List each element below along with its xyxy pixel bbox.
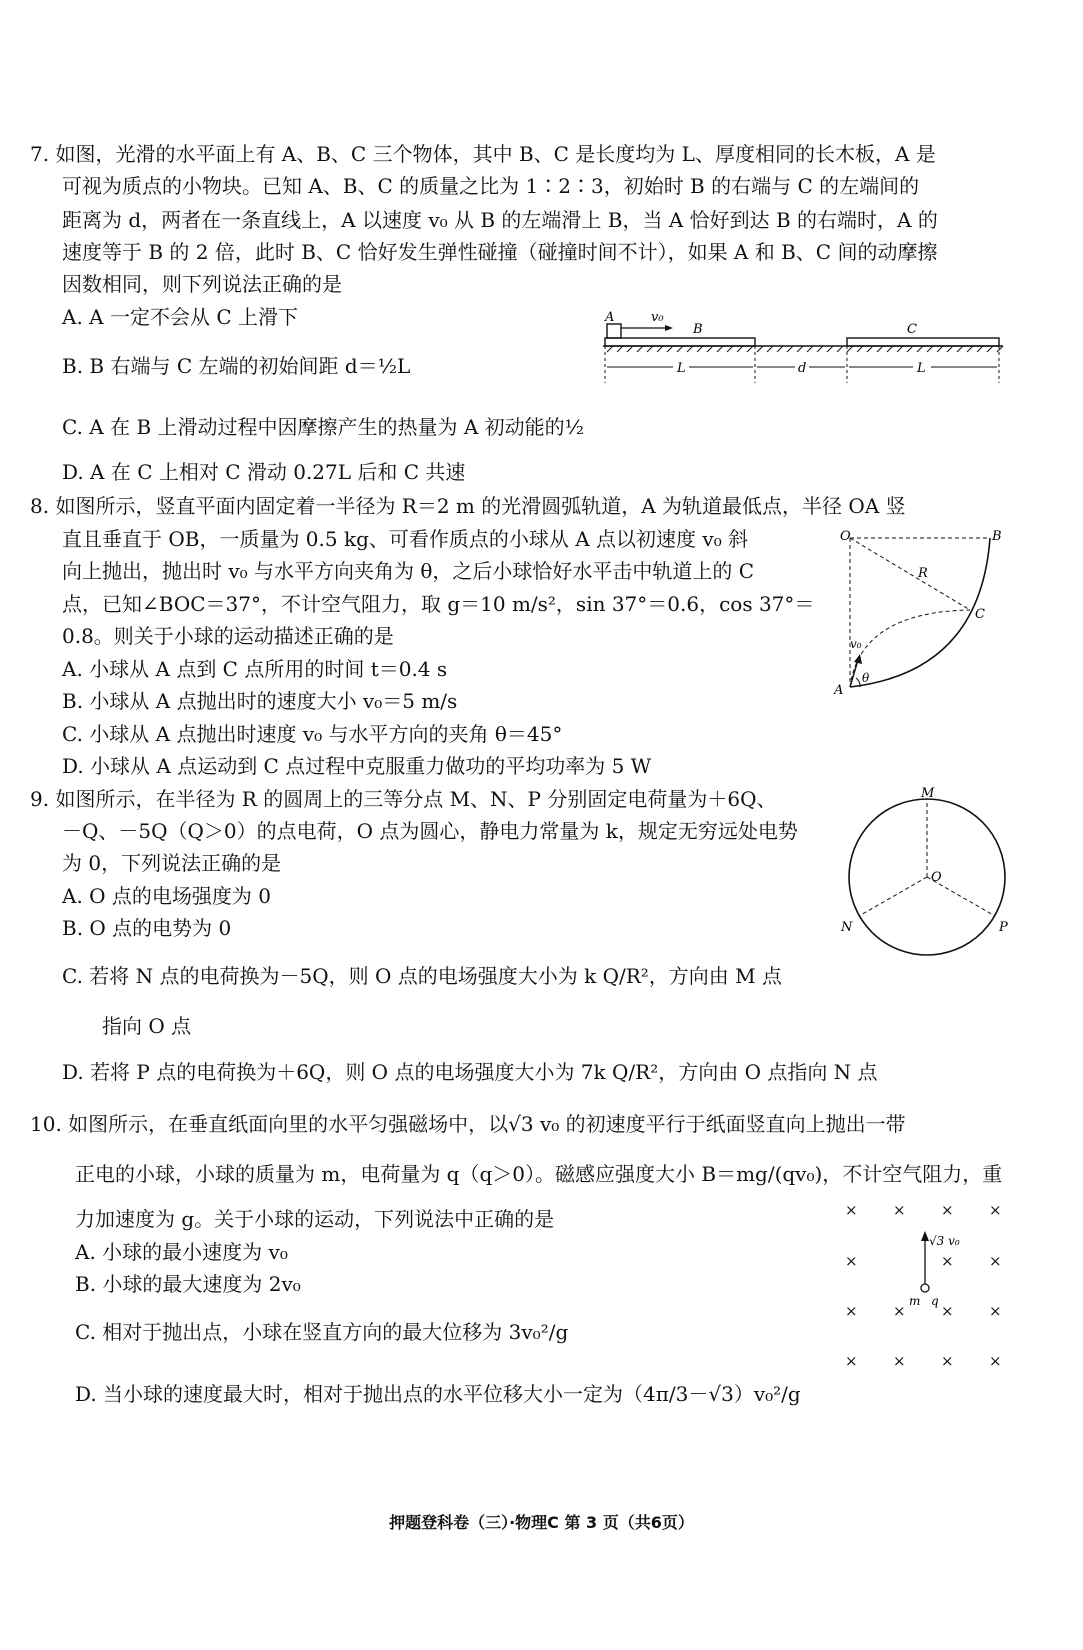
q9-option-c-cont: 指向 O 点 (102, 1014, 192, 1038)
q7-option-b: B. B 右端与 C 左端的初始间距 d＝½L (62, 354, 411, 378)
q7-label-a: A (605, 310, 615, 325)
field-cross-mark: × (989, 1352, 1002, 1370)
field-cross-mark: × (893, 1302, 906, 1320)
q10-label-q: q (931, 1294, 939, 1308)
field-cross-mark: × (845, 1252, 858, 1270)
q8-option-d: D. 小球从 A 点运动到 C 点过程中克服重力做功的平均功率为 5 W (62, 754, 652, 778)
q10-option-a: A. 小球的最小速度为 v₀ (75, 1240, 288, 1264)
field-cross-mark: × (989, 1252, 1002, 1270)
field-cross-mark: × (941, 1352, 954, 1370)
q7-label-l2: L (917, 361, 926, 376)
q7-option-c: C. A 在 B 上滑动过程中因摩擦产生的热量为 A 初动能的½ (62, 415, 585, 439)
q8-label-b: B (992, 529, 1002, 544)
q7-line-2: 可视为质点的小物块。已知 A、B、C 的质量之比为 1∶2∶3，初始时 B 的右端与 C 的左端间的 (62, 174, 920, 198)
q7-figure (595, 305, 1015, 385)
q8-line-2: 直且垂直于 OB，一质量为 0.5 kg、可看作质点的小球从 A 点以初速度 v₀ 斜 (62, 527, 749, 551)
q8-label-o: O (840, 529, 851, 544)
q7-label-d: d (798, 361, 807, 376)
q8-line-4: 点，已知∠BOC＝37°，不计空气阻力，取 g＝10 m/s²，sin 37°＝0.6，cos 37°＝ (62, 592, 815, 616)
q10-option-d: D. 当小球的速度最大时，相对于抛出点的水平位移大小一定为（4π/3－√3）v₀²/g (75, 1382, 801, 1406)
field-cross-mark: × (845, 1201, 858, 1219)
q8-line-5: 0.8。则关于小球的运动描述正确的是 (62, 624, 394, 648)
q9-label-m: M (921, 786, 935, 801)
q8-label-a: A (834, 683, 844, 697)
q8-option-b: B. 小球从 A 点抛出时的速度大小 v₀＝5 m/s (62, 689, 458, 713)
q9-option-c: C. 若将 N 点的电荷换为－5Q，则 O 点的电场强度大小为 k Q/R²，方向由 M 点 (62, 964, 782, 988)
q9-figure (835, 785, 1020, 965)
q8-label-v0: v₀ (850, 637, 862, 651)
q10-option-c: C. 相对于抛出点，小球在竖直方向的最大位移为 3v₀²/g (75, 1320, 569, 1344)
q9-line-1: 9. 如图所示，在半径为 R 的圆周上的三等分点 M、N、P 分别固定电荷量为＋6Q、 (30, 787, 777, 811)
q7-line-3: 距离为 d，两者在一条直线上，A 以速度 v₀ 从 B 的左端滑上 B，当 A 恰好到达 B 的右端时，A 的 (62, 208, 938, 232)
q9-option-b: B. O 点的电势为 0 (62, 916, 232, 940)
q9-line-2: －Q、－5Q（Q＞0）的点电荷，O 点为圆心，静电力常量为 k，规定无穷远处电势 (62, 819, 798, 843)
q9-option-a: A. O 点的电场强度为 0 (62, 884, 271, 908)
q7-option-a: A. A 一定不会从 C 上滑下 (62, 305, 298, 329)
q10-label-m: m (909, 1294, 921, 1308)
q7-line-4: 速度等于 B 的 2 倍，此时 B、C 恰好发生弹性碰撞（碰撞时间不计），如果 A 和 B、C 间的动摩擦 (62, 240, 938, 264)
field-cross-mark: × (845, 1302, 858, 1320)
field-cross-mark: × (989, 1302, 1002, 1320)
q7-line-5: 因数相同，则下列说法正确的是 (62, 272, 342, 296)
field-cross-mark: × (893, 1201, 906, 1219)
q8-option-a: A. 小球从 A 点到 C 点所用的时间 t＝0.4 s (62, 657, 448, 681)
q8-figure (830, 522, 1010, 697)
q7-label-c: C (907, 322, 917, 337)
q9-option-d: D. 若将 P 点的电荷换为＋6Q，则 O 点的电场强度大小为 7k Q/R²，方向由 O 点指向 N 点 (62, 1060, 878, 1084)
q9-label-o: O (931, 870, 942, 885)
q10-figure (835, 1195, 1015, 1375)
q7-option-d: D. A 在 C 上相对 C 滑动 0.27L 后和 C 共速 (62, 460, 466, 484)
q8-label-theta: θ (862, 671, 870, 685)
q8-label-r: R (918, 566, 928, 581)
q8-option-c: C. 小球从 A 点抛出时速度 v₀ 与水平方向的夹角 θ＝45° (62, 722, 563, 746)
field-cross-mark: × (941, 1201, 954, 1219)
q10-line-1: 10. 如图所示，在垂直纸面向里的水平匀强磁场中，以√3 v₀ 的初速度平行于纸面竖直向上抛出一带 (30, 1112, 906, 1136)
q9-label-p: P (999, 920, 1008, 935)
q10-line-2: 正电的小球，小球的质量为 m，电荷量为 q（q＞0）。磁感应强度大小 B＝mg/(qv₀)，不计空气阻力，重 (75, 1162, 1003, 1186)
q7-label-v0: v₀ (651, 310, 664, 325)
field-cross-mark: × (989, 1201, 1002, 1219)
field-cross-mark: × (845, 1352, 858, 1370)
field-cross-mark: × (941, 1302, 954, 1320)
q7-line-1: 7. 如图，光滑的水平面上有 A、B、C 三个物体，其中 B、C 是长度均为 L、厚度相同的长木板，A 是 (30, 142, 936, 166)
field-cross-mark: × (941, 1252, 954, 1270)
q8-line-3: 向上抛出，抛出时 v₀ 与水平方向夹角为 θ，之后小球恰好水平击中轨道上的 C (62, 559, 755, 583)
q9-line-3: 为 0，下列说法正确的是 (62, 851, 282, 875)
field-cross-mark: × (893, 1352, 906, 1370)
q10-label-v: √3 v₀ (929, 1234, 960, 1248)
q9-label-n: N (841, 920, 853, 935)
q10-line-3: 力加速度为 g。关于小球的运动，下列说法中正确的是 (75, 1207, 555, 1231)
q7-label-b: B (693, 322, 703, 337)
q10-option-b: B. 小球的最大速度为 2v₀ (75, 1272, 301, 1296)
q8-label-c: C (975, 607, 985, 622)
q8-line-1: 8. 如图所示，竖直平面内固定着一半径为 R＝2 m 的光滑圆弧轨道，A 为轨道最低点，半径 OA 竖 (30, 494, 906, 518)
q7-label-l1: L (677, 361, 686, 376)
page-footer: 押题登科卷（三）·物理C 第 3 页（共6页） (389, 1513, 694, 1532)
